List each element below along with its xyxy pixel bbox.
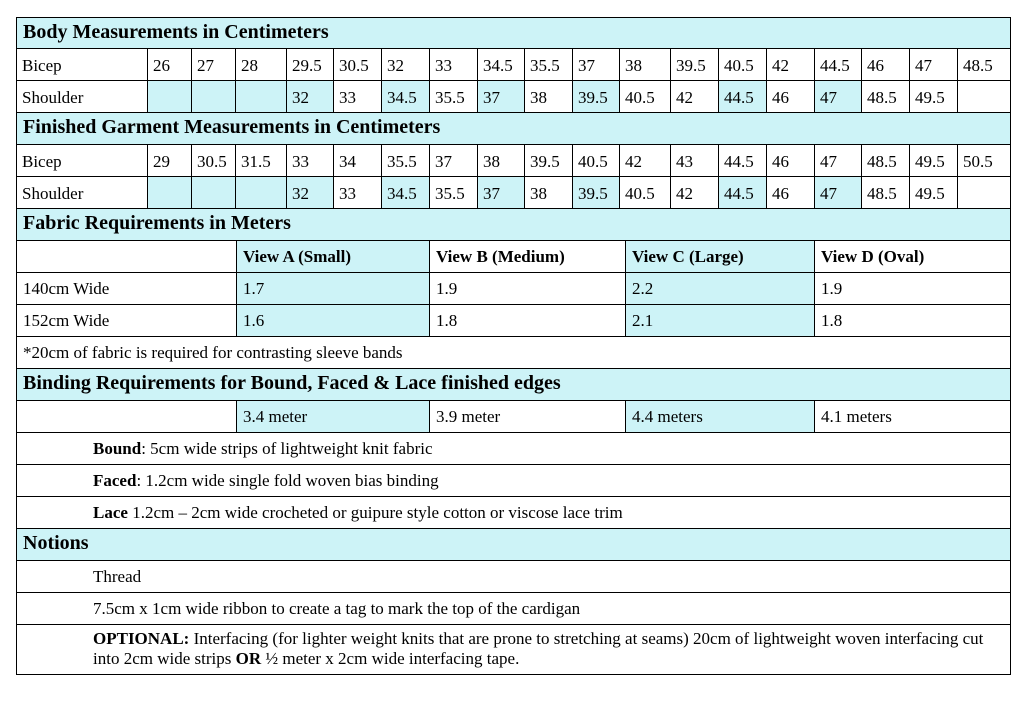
optional-term: OPTIONAL: <box>93 629 190 648</box>
measurement-cell: 32 <box>287 81 334 112</box>
measurement-cell: 35.5 <box>430 81 478 112</box>
thread-text: Thread <box>93 567 142 586</box>
measurement-cell: 48.5 <box>862 177 910 208</box>
measurement-cell: 40.5 <box>620 81 671 112</box>
optional-text-2: ½ meter x 2cm wide interfacing tape. <box>261 649 520 668</box>
view-a-heading: View A (Small) <box>237 241 430 272</box>
bound-term: Bound <box>93 439 142 458</box>
measurement-cell: 38 <box>525 177 573 208</box>
view-b-heading: View B (Medium) <box>430 241 626 272</box>
measurement-cell: 38 <box>620 49 671 80</box>
fabric-value: 2.1 <box>626 305 815 336</box>
measurement-cell: 29 <box>148 145 192 176</box>
binding-value: 3.4 meter <box>237 401 430 432</box>
row-label: Bicep <box>17 49 148 80</box>
measurement-cell: 35.5 <box>525 49 573 80</box>
measurement-cell: 28 <box>236 49 287 80</box>
measurement-cell: 42 <box>767 49 815 80</box>
measurement-cell: 44.5 <box>719 177 767 208</box>
measurement-cell: 27 <box>192 49 236 80</box>
bound-text: : 5cm wide strips of lightweight knit fabric <box>141 439 433 458</box>
fabric-140-row <box>16 273 1011 305</box>
measurement-cell: 34.5 <box>382 177 430 208</box>
measurement-cell: 42 <box>620 145 671 176</box>
optional-row <box>16 625 1011 675</box>
optional-text: Interfacing (for lighter weight knits that are prone to stretching at seams) 20cm of lightweight woven interfacing cut into 2cm wide strips <box>93 629 984 668</box>
measurement-cell: 40.5 <box>719 49 767 80</box>
measurement-cell: 46 <box>767 145 815 176</box>
measurement-cell: 30.5 <box>192 145 236 176</box>
measurement-cell: 29.5 <box>287 49 334 80</box>
measurement-cell: 46 <box>862 49 910 80</box>
measurement-cell: 44.5 <box>719 145 767 176</box>
section-title: Finished Garment Measurements in Centimeters <box>23 116 441 138</box>
measurement-cell: 26 <box>148 49 192 80</box>
faced-description <box>93 471 439 491</box>
section-title: Notions <box>23 532 89 554</box>
measurement-cell <box>148 177 192 208</box>
bound-row <box>16 433 1011 465</box>
row-label: Bicep <box>17 145 148 176</box>
faced-text: : 1.2cm wide single fold woven bias binding <box>136 471 439 490</box>
measurement-cell: 33 <box>430 49 478 80</box>
row-label: Shoulder <box>17 177 148 208</box>
measurement-cell <box>148 81 192 112</box>
measurement-cell: 40.5 <box>620 177 671 208</box>
measurement-cell: 42 <box>671 81 719 112</box>
measurement-cell: 33 <box>334 177 382 208</box>
measurement-cell: 50.5 <box>963 152 993 171</box>
lace-text: 1.2cm – 2cm wide crocheted or guipure style cotton or viscose lace trim <box>127 503 623 522</box>
section-title: Body Measurements in Centimeters <box>23 21 329 43</box>
measurement-cell: 37 <box>478 81 525 112</box>
row-label: Shoulder <box>17 81 148 112</box>
measurement-cell: 39.5 <box>573 177 620 208</box>
measurement-cell: 49.5 <box>910 145 958 176</box>
ribbon-text: 7.5cm x 1cm wide ribbon to create a tag to mark the top of the cardigan <box>93 599 581 618</box>
measurement-cell: 34.5 <box>382 81 430 112</box>
measurement-cell: 39.5 <box>573 81 620 112</box>
fabric-note-row <box>16 337 1011 369</box>
measurement-cell <box>192 81 236 112</box>
measurement-cell: 30.5 <box>334 49 382 80</box>
measurement-cell <box>236 81 287 112</box>
lace-term: Lace <box>93 503 128 522</box>
measurement-cell: 49.5 <box>910 81 958 112</box>
fabric-value: 1.9 <box>430 273 626 304</box>
empty-cell <box>17 401 237 432</box>
binding-value: 4.4 meters <box>626 401 815 432</box>
faced-term: Faced <box>93 471 137 490</box>
measurement-cell: 35.5 <box>382 145 430 176</box>
fabric-value: 1.6 <box>237 305 430 336</box>
measurement-cell: 48.5 <box>963 56 993 75</box>
measurement-cell: 49.5 <box>910 177 958 208</box>
body-bicep-row <box>16 49 1011 81</box>
measurement-cell: 37 <box>573 49 620 80</box>
optional-or: OR <box>235 649 262 668</box>
bound-description <box>93 439 433 459</box>
notions-header <box>16 529 1011 561</box>
measurement-cell: 39.5 <box>525 145 573 176</box>
section-title: Fabric Requirements in Meters <box>23 212 291 234</box>
fabric-note: *20cm of fabric is required for contrasting sleeve bands <box>23 343 403 362</box>
measurement-cell: 46 <box>767 81 815 112</box>
binding-requirements-header <box>16 369 1011 401</box>
fabric-value: 1.8 <box>821 311 843 330</box>
ribbon-row <box>16 593 1011 625</box>
measurement-cell: 47 <box>910 49 958 80</box>
optional-description <box>93 629 993 669</box>
measurement-cell: 47 <box>815 177 862 208</box>
measurement-cell: 38 <box>478 145 525 176</box>
measurement-cell: 42 <box>671 177 719 208</box>
lace-description <box>93 503 623 523</box>
measurement-cell: 43 <box>671 145 719 176</box>
measurement-cell: 39.5 <box>671 49 719 80</box>
view-d-heading: View D (Oval) <box>821 247 925 266</box>
fabric-views-row <box>16 241 1011 273</box>
fabric-value: 1.7 <box>237 273 430 304</box>
measurement-cell: 32 <box>287 177 334 208</box>
measurement-cell: 46 <box>767 177 815 208</box>
measurement-cell: 32 <box>382 49 430 80</box>
measurement-cell <box>958 177 1010 208</box>
measurement-cell: 37 <box>430 145 478 176</box>
measurement-cell: 33 <box>287 145 334 176</box>
faced-row <box>16 465 1011 497</box>
measurement-cell: 34 <box>334 145 382 176</box>
binding-value: 3.9 meter <box>430 401 626 432</box>
measurement-cell: 34.5 <box>478 49 525 80</box>
measurement-cell: 44.5 <box>815 49 862 80</box>
thread-row <box>16 561 1011 593</box>
lace-row <box>16 497 1011 529</box>
measurement-cell: 33 <box>334 81 382 112</box>
view-c-heading: View C (Large) <box>626 241 815 272</box>
measurement-cell: 40.5 <box>573 145 620 176</box>
measurement-cell: 47 <box>815 81 862 112</box>
finished-measurements-header <box>16 113 1011 145</box>
measurement-cell: 35.5 <box>430 177 478 208</box>
measurement-cell: 47 <box>815 145 862 176</box>
measurement-cell: 48.5 <box>862 81 910 112</box>
measurement-cell: 31.5 <box>236 145 287 176</box>
measurement-cell: 37 <box>478 177 525 208</box>
measurement-cell <box>192 177 236 208</box>
finished-bicep-row <box>16 145 1011 177</box>
body-measurements-header <box>16 17 1011 49</box>
measurement-cell <box>236 177 287 208</box>
finished-shoulder-row <box>16 177 1011 209</box>
fabric-value: 2.2 <box>626 273 815 304</box>
row-label: 152cm Wide <box>17 305 237 336</box>
fabric-152-row <box>16 305 1011 337</box>
binding-value: 4.1 meters <box>821 407 892 426</box>
body-shoulder-row <box>16 81 1011 113</box>
row-label: 140cm Wide <box>17 273 237 304</box>
empty-cell <box>17 241 237 272</box>
binding-values-row <box>16 401 1011 433</box>
measurement-cell: 38 <box>525 81 573 112</box>
measurement-cell: 48.5 <box>862 145 910 176</box>
fabric-value: 1.8 <box>430 305 626 336</box>
fabric-requirements-header <box>16 209 1011 241</box>
measurement-sheet <box>16 17 1011 675</box>
measurement-cell: 44.5 <box>719 81 767 112</box>
measurement-cell <box>958 81 1010 112</box>
fabric-value: 1.9 <box>821 279 843 298</box>
section-title: Binding Requirements for Bound, Faced & Lace finished edges <box>23 372 561 394</box>
